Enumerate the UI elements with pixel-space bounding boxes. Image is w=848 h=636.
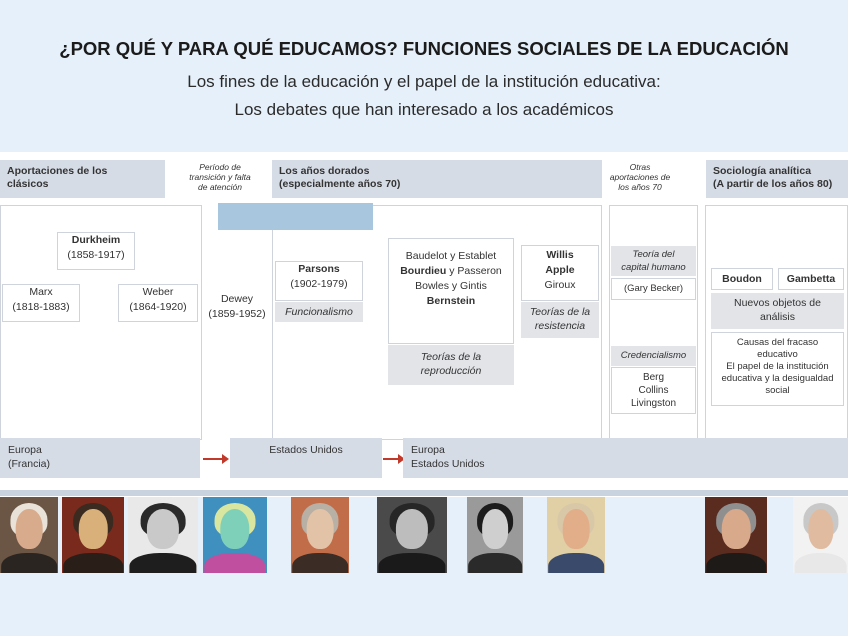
region-europa-estados-unidos: Europa Estados Unidos [403, 438, 848, 478]
theory-nuevos-objetos: Nuevos objetos de análisis [711, 293, 844, 329]
authors-reproduccion: Baudelot y Establet Bourdieu y Passeron Bowles y Gintis Bernstein [388, 238, 514, 344]
theory-reproduccion: Teorías de la reproducción [388, 345, 514, 385]
portrait-durkheim-photo [62, 497, 124, 573]
portrait-parsons-photo [291, 497, 349, 573]
portrait-weber-photo [128, 497, 198, 573]
header-sociologia-analitica: Sociología analítica (A partir de los años 80) [706, 160, 848, 198]
theory-credencialismo: Credencialismo [611, 346, 696, 366]
portrait-dewey-photo [203, 497, 267, 573]
author-durkheim: Durkheim (1858-1917) [57, 232, 135, 270]
theory-funcionalismo: Funcionalismo [275, 302, 363, 322]
region-estados-unidos: Estados Unidos [230, 438, 382, 478]
author-weber: Weber (1864-1920) [118, 284, 198, 322]
author-dewey: Dewey (1859-1952) [208, 293, 266, 320]
portrait-gambetta-photo [793, 497, 848, 573]
header-clasicos: Aportaciones de los clásicos [0, 160, 165, 198]
portrait-strip-divider [0, 490, 848, 496]
authors-resistencia: Willis Apple Giroux [521, 245, 599, 301]
portrait-bernstein-photo [467, 497, 523, 573]
arrow-1 [203, 458, 223, 460]
page-subtitle-2: Los debates que han interesado a los académicos [234, 100, 614, 119]
portrait-marx-photo [0, 497, 58, 573]
theory-causas-fracaso: Causas del fracaso educativo El papel de la institución educativa y la desigualdad social [711, 332, 844, 406]
page-title: ¿POR QUÉ Y PARA QUÉ EDUCAMOS? FUNCIONES SOCIALES DE LA EDUCACIÓN [59, 38, 789, 59]
page-subtitle-1: Los fines de la educación y el papel de la institución educativa: [187, 72, 661, 91]
author-gary-becker: (Gary Becker) [611, 278, 696, 300]
arrow-2 [383, 458, 399, 460]
author-gambetta: Gambetta [778, 268, 844, 290]
portrait-willis-photo [547, 497, 605, 573]
author-boudon: Boudon [711, 268, 773, 290]
highlight-bar [218, 203, 373, 230]
theory-capital-humano: Teoría del capital humano [611, 246, 696, 276]
portrait-bourdieu-photo [377, 497, 447, 573]
author-parsons: Parsons (1902-1979) [275, 261, 363, 301]
header-anos-dorados: Los años dorados (especialmente años 70) [272, 160, 602, 198]
header-otras-aportaciones: Otras aportaciones de los años 70 [609, 162, 671, 192]
authors-credencialismo: Berg Collins Livingston [611, 367, 696, 414]
region-europa-francia: Europa (Francia) [0, 438, 200, 478]
author-marx: Marx (1818-1883) [2, 284, 80, 322]
header-periodo-transicion: Período de transición y falta de atención [189, 162, 251, 192]
theory-resistencia: Teorías de la resistencia [521, 302, 599, 338]
portrait-boudon-photo [705, 497, 767, 573]
